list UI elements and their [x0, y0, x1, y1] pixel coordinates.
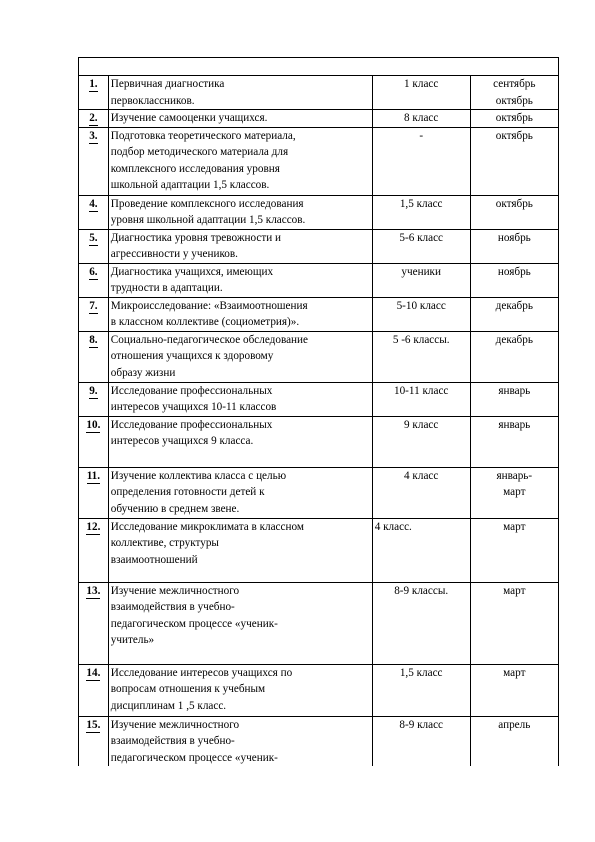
date-cell: [470, 195, 558, 229]
row-number-text: 11.: [86, 469, 101, 482]
date-cell: [470, 664, 558, 716]
table-row: [79, 229, 559, 263]
table-row: [79, 195, 559, 229]
row-number-text: 4.: [89, 197, 98, 210]
class-cell: 4 класс.: [372, 518, 470, 582]
activity-line: определения готовности детей к: [110, 486, 265, 498]
activity-line: Исследование микроклимата в классном: [110, 520, 304, 533]
date-cell: [470, 582, 558, 664]
activity-line: Проведение комплексного исследования: [110, 197, 304, 210]
row-number: [79, 382, 109, 416]
date-cell: [470, 331, 558, 382]
row-number: [79, 263, 109, 297]
row-number-text: 3.: [89, 129, 98, 142]
activity-line: Исследование профессиональных: [110, 384, 273, 397]
date-line: январь-: [496, 469, 533, 482]
activity-line: Первичная диагностика: [110, 78, 225, 90]
class-cell: 9 класс: [372, 416, 470, 467]
activity-line: обучению в среднем звене.: [110, 502, 240, 515]
activity-cell: [108, 195, 372, 229]
activity-line: первоклассников.: [110, 94, 195, 107]
date-line: октябрь: [495, 112, 533, 124]
activity-line: интересов учащихся 9 класса.: [110, 435, 254, 447]
date-line: январь: [498, 384, 531, 397]
activity-line: комплексного исследования уровня: [110, 162, 280, 175]
activity-line: подбор методического материала для: [110, 146, 289, 158]
table-row: [79, 382, 559, 416]
activity-line: коллективе, структуры: [110, 537, 219, 549]
date-cell: [470, 518, 558, 582]
activity-cell: [108, 664, 372, 716]
activity-cell: [108, 416, 372, 467]
table-row: [79, 416, 559, 467]
activity-line: Изучение межличностного: [110, 584, 240, 597]
activity-line: уровня школьной адаптации 1,5 классов.: [110, 214, 306, 226]
row-number-text: 8.: [89, 333, 98, 346]
date-cell: [470, 297, 558, 331]
activity-cell: [108, 127, 372, 195]
row-number: [79, 467, 109, 518]
row-number: [79, 76, 109, 110]
activity-cell: [108, 716, 372, 766]
activity-line: Исследование интересов учащихся по: [110, 666, 293, 679]
date-line: январь: [498, 418, 531, 431]
date-line: апрель: [498, 718, 531, 731]
row-number-text: 13.: [86, 584, 101, 597]
activity-line: учитель»: [110, 634, 155, 646]
row-number-text: 1.: [89, 78, 98, 90]
row-number: [79, 716, 109, 766]
class-cell: 5 -6 классы.: [372, 331, 470, 382]
row-number: [79, 664, 109, 716]
class-cell: 1,5 класс: [372, 664, 470, 716]
activity-line: педагогическом процессе «ученик-: [110, 751, 278, 764]
table-row: [79, 76, 559, 110]
activity-line: педагогическом процессе «ученик-: [110, 617, 278, 630]
activity-cell: [108, 331, 372, 382]
activity-cell: [108, 76, 372, 110]
table-row: [79, 716, 559, 766]
activity-line: Социально-педагогическое обследование: [110, 333, 308, 346]
table-header-cell: [79, 58, 559, 76]
activity-cell: [108, 263, 372, 297]
activity-cell: [108, 467, 372, 518]
date-line: октябрь: [495, 129, 533, 142]
date-cell: [470, 127, 558, 195]
class-cell: 4 класс: [372, 467, 470, 518]
date-line: ноябрь: [497, 265, 531, 278]
row-number-text: 10.: [86, 418, 101, 431]
date-line: сентябрь: [493, 78, 536, 90]
date-line: октябрь: [495, 197, 533, 210]
class-cell: 5-6 класс: [372, 229, 470, 263]
plan-table: [78, 57, 559, 766]
activity-line: Диагностика уровня тревожности и: [110, 231, 282, 244]
row-number: [79, 331, 109, 382]
row-number-text: 15.: [86, 718, 101, 731]
class-cell: 5-10 класс: [372, 297, 470, 331]
date-line: март: [503, 520, 526, 533]
activity-cell: [108, 110, 372, 128]
class-cell: 8-9 классы.: [372, 582, 470, 664]
table-row: [79, 518, 559, 582]
table-row: [79, 467, 559, 518]
class-cell: 10-11 класс: [372, 382, 470, 416]
activity-line: интересов учащихся 10-11 классов: [110, 401, 277, 413]
date-cell: [470, 382, 558, 416]
activity-line: взаимоотношений: [110, 553, 198, 566]
class-cell: ученики: [372, 263, 470, 297]
date-line: октябрь: [495, 94, 533, 107]
activity-cell: [108, 297, 372, 331]
activity-line: вопросам отношения к учебным: [110, 683, 266, 695]
row-number: [79, 229, 109, 263]
table-row: [79, 331, 559, 382]
activity-line: Исследование профессиональных: [110, 418, 273, 431]
activity-line: Изучение самооценки учащихся.: [110, 112, 268, 124]
table-row: [79, 664, 559, 716]
row-number: [79, 297, 109, 331]
table-row: [79, 110, 559, 128]
activity-cell: [108, 229, 372, 263]
date-cell: [470, 263, 558, 297]
activity-line: Подготовка теоретического материала,: [110, 129, 296, 142]
date-line: март: [503, 584, 526, 597]
date-cell: [470, 467, 558, 518]
activity-line: Изучение межличностного: [110, 718, 240, 731]
activity-cell: [108, 582, 372, 664]
date-cell: [470, 716, 558, 766]
table-row: [79, 263, 559, 297]
row-number-text: 7.: [89, 299, 98, 312]
activity-line: отношения учащихся к здоровому: [110, 350, 274, 362]
class-cell: 1,5 класс: [372, 195, 470, 229]
table-row: [79, 582, 559, 664]
activity-line: взаимодействия в учебно-: [110, 601, 235, 613]
date-line: март: [503, 486, 526, 498]
row-number-text: 5.: [89, 231, 98, 244]
class-cell: 1 класс: [372, 76, 470, 110]
row-number-text: 6.: [89, 265, 98, 278]
date-line: март: [503, 666, 526, 679]
date-cell: [470, 229, 558, 263]
activity-line: в классном коллективе (социометрия)».: [110, 316, 300, 328]
activity-line: школьной адаптации 1,5 классов.: [110, 179, 270, 191]
activity-line: образу жизни: [110, 366, 176, 379]
row-number-text: 14.: [86, 666, 101, 679]
table-row: [79, 297, 559, 331]
row-number: [79, 110, 109, 128]
activity-line: взаимодействия в учебно-: [110, 735, 235, 747]
table-header-row: [79, 58, 559, 76]
class-cell: 8-9 класс: [372, 716, 470, 766]
row-number-text: 9.: [89, 384, 98, 397]
table-row: [79, 127, 559, 195]
row-number-text: 12.: [86, 520, 101, 533]
activity-line: дисциплинам 1 ,5 класс.: [110, 699, 227, 712]
activity-line: Диагностика учащихся, имеющих: [110, 265, 274, 278]
row-number-text: 2.: [89, 112, 98, 124]
activity-line: Изучение коллектива класса с целью: [110, 469, 287, 482]
row-number: [79, 416, 109, 467]
activity-cell: [108, 518, 372, 582]
date-cell: [470, 416, 558, 467]
row-number: [79, 195, 109, 229]
date-line: декабрь: [495, 333, 533, 346]
row-number: [79, 582, 109, 664]
class-cell: 8 класс: [372, 110, 470, 128]
date-cell: [470, 110, 558, 128]
date-line: декабрь: [495, 299, 533, 312]
row-number: [79, 518, 109, 582]
date-cell: [470, 76, 558, 110]
activity-line: агрессивности у учеников.: [110, 248, 238, 260]
activity-line: трудности в адаптации.: [110, 282, 223, 294]
date-line: ноябрь: [497, 231, 531, 244]
row-number: [79, 127, 109, 195]
class-cell: -: [372, 127, 470, 195]
activity-cell: [108, 382, 372, 416]
activity-line: Микроисследование: «Взаимоотношения: [110, 299, 308, 312]
